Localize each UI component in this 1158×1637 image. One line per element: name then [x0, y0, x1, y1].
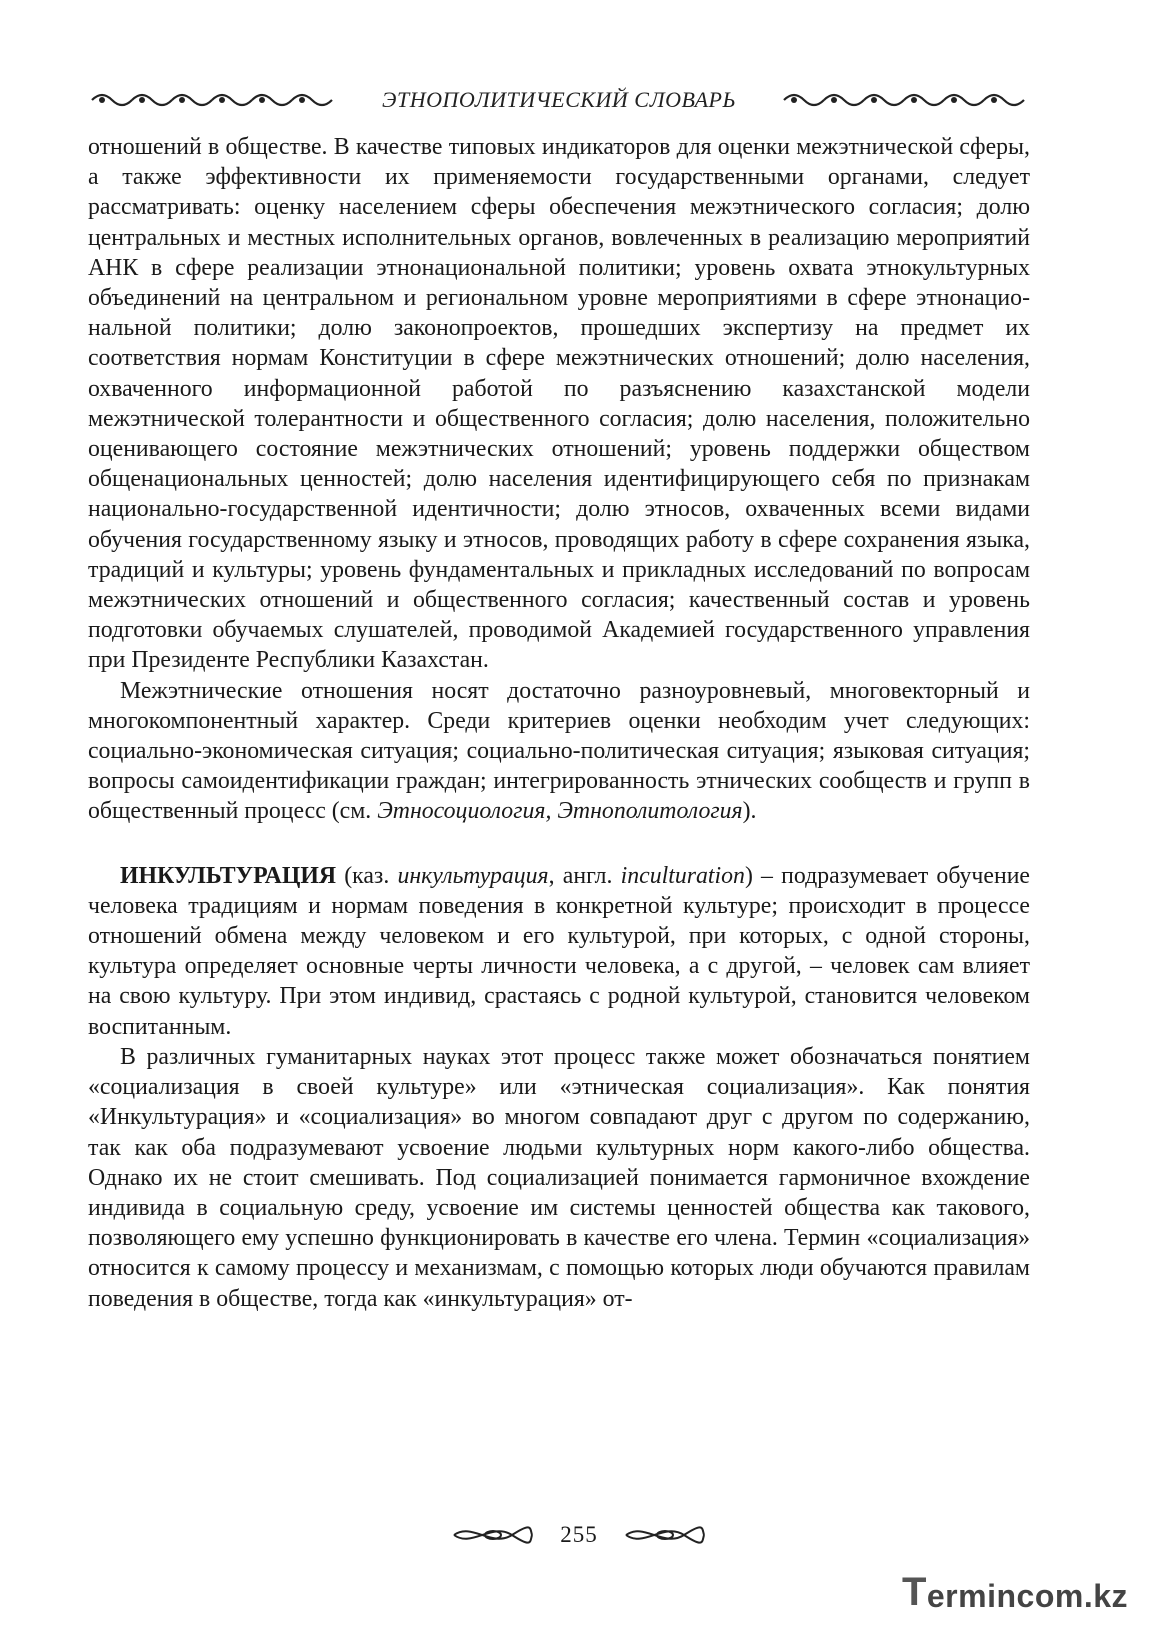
paragraph-continuation: отношений в обществе. В качестве типовых индикаторов для оценки межэтнической сферы, а также эффективности их применяемости государственными органами, следует рассматривать: оценку населением сферы обеспечения межэтнического согласия; долю центральных и местных исполнительных органов, вовлеченных в реализацию мероприятий АНК в сфере реализации этнонациональной политики; уровень охвата этнокультурных объединений на центральном и региональном уровне мероприятиями в сфере этнонациональной политики; долю законопроектов, прошедших экспертизу на предмет их соответствия нормам Конституции в сфере межэтнических отношений; долю населения, охваченного информационной работой по разъяснению казахстанской модели межэтнической толерантности и общественного согласия; долю населения, положительно оценивающего состояние межэтнических отношений; уровень поддержки обществом общенациональных ценностей; долю населения идентифицирующего себя по признакам национально-государственной идентичности; долю этносов, охваченных всеми видами обучения государственному языку и этносов, проводящих работу в сфере сохранения языка, традиций и культуры; уровень фундаментальных и прикладных исследований по вопросам межэтнических отношений и общественного согласия; качественный состав и уровень подготовки обучаемых слушателей, проводимой Академией государственного управления при Президенте Республики Казахстан. — [88, 134, 1030, 674]
page-body — [88, 132, 1030, 1314]
running-header — [88, 86, 1030, 114]
site-watermark — [902, 1570, 1128, 1615]
footer-ornament-right-icon — [624, 1524, 706, 1546]
entry-kaz: инкультурация — [397, 862, 549, 889]
ornament-left-icon — [88, 89, 338, 111]
watermark-initial: T — [901, 1570, 927, 1614]
entry-kaz-prefix: (каз. — [336, 862, 398, 889]
page-footer — [0, 1520, 1158, 1550]
page-number: 255 — [560, 1522, 598, 1547]
paragraph-socialization: В различных гуманитарных науках этот процесс также может обозначаться понятием «социализация в своей культуре» или «этническая социализация». Как понятия «Инкультурация» и «социализация» во многом совпадают друг с другом по содержанию, так как оба подразумевают усвоение людьми культурных норм какого-либо общества. Однако их не стоит смешивать. Под социализацией понимается гармоничное вхождение индивида в социальную среду, усвоение им системы ценностей общества как такового, позволяющего ему успешно функционировать в качестве его члена. Термин «социализация» относится к самому процессу и механизмам, с помощью которых люди обучаются правилам поведения в обществе, тогда как «инкультурация» от- — [88, 1043, 1030, 1312]
entry-eng-prefix: , англ. — [548, 862, 621, 889]
header-title: ЭТНОПОЛИТИЧЕСКИЙ СЛОВАРЬ — [382, 87, 736, 112]
paragraph-criteria-text: Межэтнические отношения носят достаточно разноуровневый, многовекторный и многокомпонентный характер. Среди критериев оценки необходим учет следующих: социально-экономическая ситуация; социально-политическая ситуация; языковая ситуация; вопросы самоидентификации граждан; интегрированность этнических сообществ и групп в общественный процесс (см. — [88, 677, 1030, 825]
watermark-text: ermincom.kz — [926, 1578, 1128, 1614]
entry-eng: inculturation — [620, 862, 745, 889]
entry-spacer — [88, 827, 1030, 861]
dictionary-entry — [88, 861, 1030, 1042]
entry-definition: ) – подразумевает обучение человека традициям и нормам поведения в конкретной культуре; происходит в процессе отношений обмена между человеком и его культурой, при которых, с одной стороны, культура определяет основные черты личности человека, а с другой, – человек сам влияет на свою культуру. При этом индивид, срастаясь с родной культурой, становится человеком воспитанным. — [88, 862, 1030, 1040]
cross-reference: Этносоциология, Этнополитология — [377, 798, 743, 825]
entry-term: ИНКУЛЬТУРАЦИЯ — [120, 862, 337, 889]
ornament-right-icon — [780, 89, 1030, 111]
paragraph-criteria-end: ). — [742, 798, 757, 825]
paragraph-criteria — [88, 676, 1030, 827]
footer-ornament-left-icon — [452, 1524, 534, 1546]
